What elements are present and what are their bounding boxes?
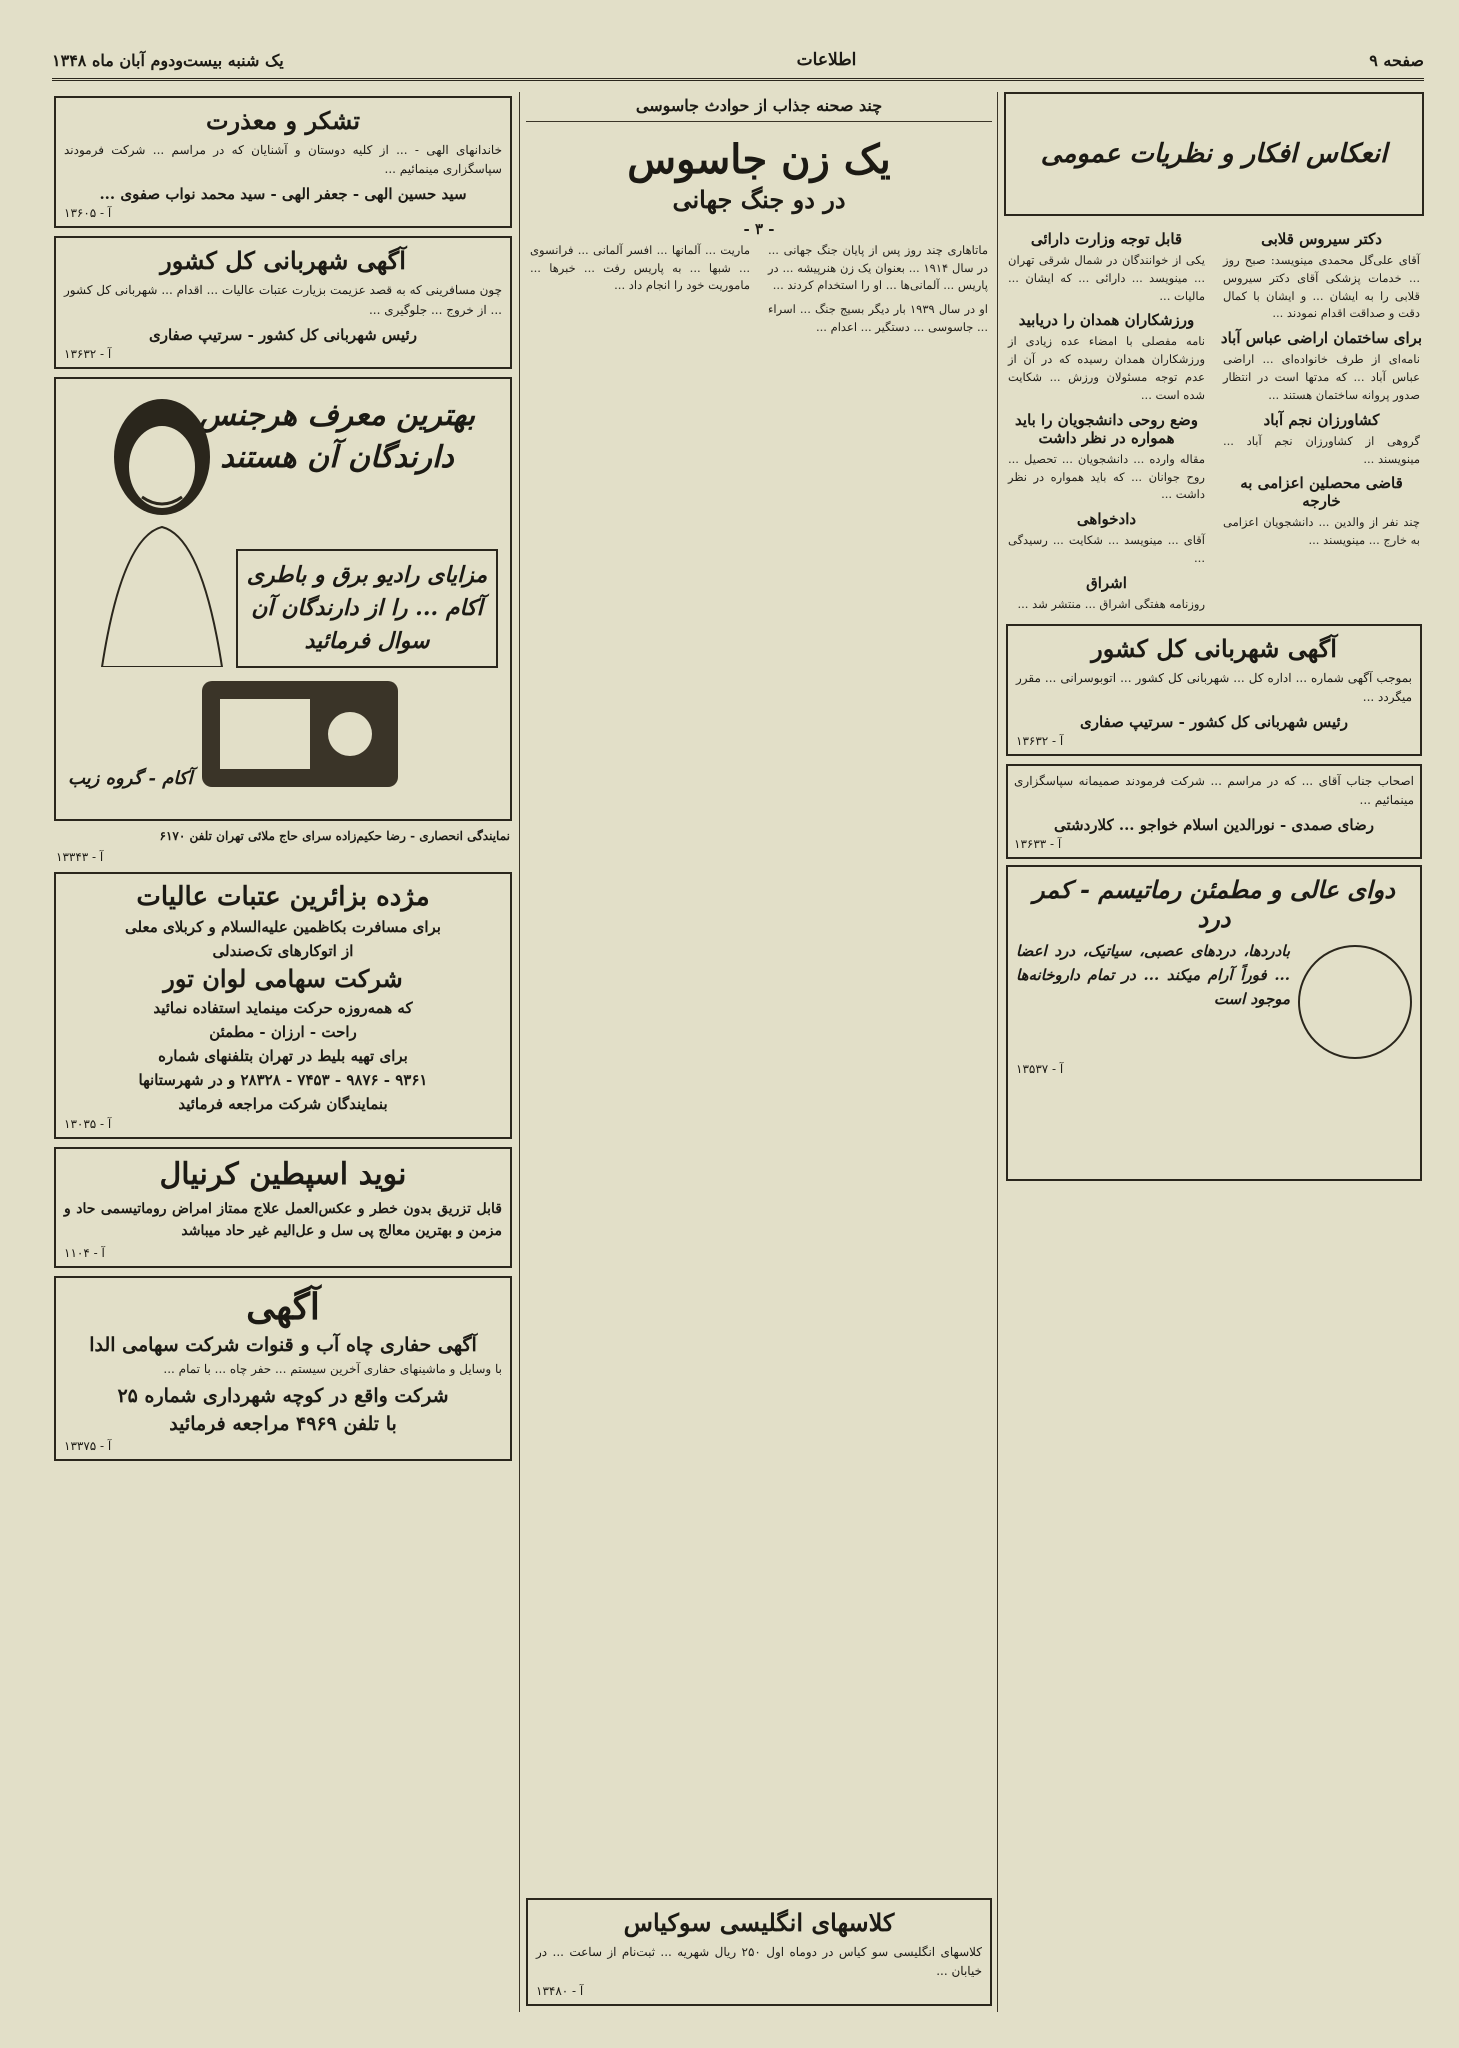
article-body: نامه‌ای از طرف خانواده‌ای ... اراضی عباس آباد ... که مدتها است در انتظار صدور پروانه ساختمان هستند ...	[1223, 352, 1420, 402]
column-rule	[519, 92, 520, 2012]
paper-name: اطلاعات	[796, 50, 857, 70]
spy-story-column-left	[526, 242, 754, 343]
rheumatism-ad-body: بادردها، دردهای عصبی، سیاتیک، درد اعضا ... فوراً آرام میکند ... در تمام داروخانه‌ها موجود است	[1016, 942, 1290, 1009]
letters-column-right	[1219, 224, 1424, 620]
ad-code: آ - ۱۳۳۷۵	[64, 1438, 112, 1453]
article-title: برای ساختمان اراضی عباس آباد	[1220, 329, 1423, 348]
middle-column	[526, 92, 992, 2012]
spy-story-subtitle: در دو جنگ جهانی	[672, 184, 846, 214]
ad-code: آ - ۱۳۶۳۳	[1014, 837, 1062, 852]
aspirin-ad-body: قابل تزریق بدون خطر و عکس‌العمل علاج ممتاز امراض روماتیسمی حاد و مزمن و بهترین معالج پی سل و عل‌الیم غیر حاد میباشد	[64, 1200, 502, 1240]
article-body: گروهی از کشاورزان نجم آباد ... مینویسند ...	[1223, 433, 1420, 466]
thanks-notice-body: اصحاب جناب آقای ... که در مراسم ... شرکت فرمودند صمیمانه سپاسگزاری مینمائیم ...	[1014, 773, 1414, 808]
ad-code: آ - ۱۳۶۰۵	[64, 206, 112, 221]
thanks-apology-box	[54, 96, 512, 228]
banner-title: انعکاس افکار و نظریات عمومی	[1040, 139, 1388, 169]
article-title: ورزشکاران همدان را دریابید	[1018, 311, 1195, 330]
police-notice-box	[54, 236, 512, 368]
article-title: دادخواهی	[1076, 510, 1137, 529]
police-notice-title: آگهی شهربانی کل کشور	[1091, 633, 1337, 663]
pilgrim-ad-line: از اتوکارهای تک‌صندلی	[212, 941, 354, 960]
radio-ad-brand: آکام - گروه زیب	[68, 767, 193, 789]
well-ad-phone: با تلفن ۴۹۶۹ مراجعه فرمائید	[169, 1412, 397, 1435]
ad-code: آ - ۱۳۶۳۲	[1016, 733, 1064, 748]
article-body: یکی از خوانندگان در شمال شرقی تهران ... مینویسد ... دارائی ... که ایشان ... مالیات ...	[1008, 253, 1205, 303]
article-title: اشراق	[1086, 573, 1127, 592]
article-body: آقای علی‌گل محمدی مینویسد: صبح روز ... خدمات پزشکی آقای دکتر سیروس قلابی را به ایشان ... و ایشان با کمال دقت و صداقت اقدام نمودند ...	[1223, 253, 1420, 321]
well-ad-title: آگهی	[246, 1285, 320, 1328]
well-ad-body: با وسایل و ماشینهای حفاری آخرین سیستم ... حفر چاه ... با تمام ...	[163, 1361, 502, 1376]
ad-code: آ - ۱۳۶۳۲	[64, 346, 112, 361]
rheumatism-ad	[1006, 865, 1422, 1181]
article-body: نامه مفصلی با امضاء عده زیادی از ورزشکاران همدان رسیده که در آن از عدم توجه مسئولان ورزش ... شکایت شده است ...	[1008, 334, 1205, 402]
spy-story-kicker: چند صحنه جذاب از حوادث جاسوسی	[526, 92, 992, 122]
woman-illustration-icon	[62, 387, 262, 667]
column-rule	[997, 92, 998, 2012]
aspirin-ad-title: نوید اسپطین کرنیال	[159, 1156, 407, 1192]
spy-story-part: - ۳ -	[743, 219, 775, 238]
well-drilling-ad	[54, 1276, 512, 1461]
pilgrim-ad-phones: ۹۳۶۱ - ۹۸۷۶ - ۷۴۵۳ - ۲۸۳۲۸ و در شهرستانها	[138, 1070, 428, 1089]
thanks-body: خاندانهای الهی - ... از کلیه دوستان و آشنایان که در مراسم ... شرکت فرمودند سپاسگزاری مینمائیم ...	[64, 143, 502, 177]
rheumatism-ad-title: دوای عالی و مطمئن رماتیسم - کمر درد	[1033, 875, 1395, 934]
article-title: کشاورزان نجم آباد	[1263, 410, 1380, 429]
pilgrim-ad	[54, 872, 512, 1139]
spy-story-title: یک زن جاسوس	[627, 135, 891, 183]
radio-ad	[54, 377, 512, 821]
article-body: ماتاهاری چند روز پس از پایان جنگ جهانی ... در سال ۱۹۱۴ ... بعنوان یک زن هنرپیشه ... در پاریس ... آلمانی‌ها ... او را استخدام کردند ...	[768, 242, 988, 293]
pilgrim-ad-company: شرکت سهامی لوان تور	[163, 963, 403, 993]
page-number: صفحه ۹	[1369, 50, 1424, 70]
english-ad-body: کلاسهای انگلیسی سو کیاس در دوماه اول ۲۵۰ ریال شهریه ... ثبت‌نام از ساعت ... در خیابان ...	[536, 1944, 983, 1978]
radio-ad-footer: نمایندگی انحصاری - رضا حکیم‌زاده سرای حاج ملائی تهران تلفن ۶۱۷۰	[159, 828, 510, 843]
ad-code: آ - ۱۳۴۸۰	[536, 1984, 584, 1998]
police-notice-title: آگهی شهربانی کل کشور	[160, 246, 406, 276]
left-column	[52, 92, 514, 2012]
police-notice-body: بموجب آگهی شماره ... اداره کل ... شهربانی کل کشور ... اتوبوسرانی ... مقرر میگردد ...	[1016, 670, 1412, 704]
article-body: او در سال ۱۹۳۹ بار دیگر بسیج جنگ ... اسراء ... جاسوسی ... دستگیر ... اعدام ...	[768, 302, 988, 335]
police-notice-box	[1006, 624, 1422, 756]
radio-ad-headline: بهترین معرف هرجنس دارندگان آن هستند	[198, 397, 476, 475]
english-ad-title: کلاسهای انگلیسی سوکیاس	[623, 1907, 895, 1937]
public-opinion-banner	[1004, 92, 1424, 216]
article-body: چند نفر از والدین ... دانشجویان اعزامی به خارج ... مینویسند ...	[1223, 515, 1420, 548]
masthead	[52, 42, 1424, 81]
english-class-ad	[526, 1898, 992, 2006]
radio-ad-middle: مزایای رادیو برق و باطری آکام ... را از دارندگان آن سوال فرمائید	[236, 549, 498, 668]
well-ad-subtitle: آگهی حفاری چاه آب و قنوات شرکت سهامی الدا	[89, 1333, 477, 1356]
newspaper-page	[52, 42, 1424, 2012]
letters-section	[1004, 224, 1424, 620]
letters-column-left	[1004, 224, 1209, 620]
article-body: روزنامه هفتگی اشراق ... منتشر شد ...	[1017, 596, 1205, 611]
article-body: ماریت ... آلمانها ... افسر آلمانی ... فرانسوی ... شبها ... به پاریس رفت ... خبرها ... ماموریت خود را انجام داد ...	[530, 242, 750, 293]
spy-story-body	[526, 242, 992, 343]
well-ad-address: شرکت واقع در کوچه شهرداری شماره ۲۵	[117, 1384, 449, 1407]
article-title: وضع روحی دانشجویان را باید همواره در نظر داشت	[1015, 410, 1198, 447]
right-column	[1004, 92, 1424, 2012]
article-body: مقاله وارده ... دانشجویان ... تحصیل ... روح جوانان ... که باید همواره در نظر داشت ...	[1008, 451, 1205, 502]
pilgrim-ad-line: برای مسافرت بکاظمین علیه‌السلام و کربلای معلی	[125, 917, 441, 936]
pilgrim-ad-title: مژده بزائرین عتبات عالیات	[136, 881, 430, 912]
police-notice-signature: رئیس شهربانی کل کشور - سرتیپ صفاری	[1080, 712, 1348, 731]
police-notice-signature: رئیس شهربانی کل کشور - سرتیپ صفاری	[149, 325, 417, 344]
article-body: آقای ... مینویسد ... شکایت ... رسیدگی ...	[1008, 533, 1205, 565]
article-title: دکتر سیروس قلابی	[1261, 230, 1382, 248]
aspirin-ad	[54, 1147, 512, 1268]
ad-code: آ - ۱۳۰۳۵	[64, 1116, 112, 1131]
thanks-notice-signature: رضای صمدی - نورالدین اسلام خواجو ... کلاردشتی	[1054, 816, 1374, 835]
ad-code: آ - ۱۳۳۴۳	[56, 849, 104, 864]
thanks-notice-box	[1006, 764, 1422, 859]
thanks-title: تشکر و معذرت	[205, 106, 361, 135]
ad-code: آ - ۱۳۵۳۷	[1016, 1062, 1064, 1077]
issue-date: یک شنبه بیست‌ودوم آبان ماه ۱۳۴۸	[52, 50, 284, 70]
article-title: قابل توجه وزارت دارائی	[1030, 230, 1183, 248]
medicine-seal-icon	[1298, 945, 1412, 1059]
ad-code: آ - ۱۱۰۴	[64, 1245, 105, 1260]
pilgrim-ad-line: راحت - ارزان - مطمئن	[209, 1022, 357, 1041]
spy-story-column-right	[764, 242, 992, 343]
police-notice-body: چون مسافرینی که به قصد عزیمت بزیارت عتبات عالیات ... اقدام ... شهربانی کل کشور ... از خروج ... جلوگیری ...	[64, 283, 502, 317]
pilgrim-ad-line: بنمایندگان شرکت مراجعه فرمائید	[178, 1094, 388, 1113]
pilgrim-ad-line: که همه‌روزه حرکت مینماید استفاده نمائید	[153, 998, 413, 1017]
pilgrim-ad-line: برای تهیه بلیط در تهران بتلفنهای شماره	[158, 1046, 408, 1065]
radio-icon	[200, 679, 400, 789]
article-title: قاضی محصلین اعزامی به خارجه	[1240, 474, 1403, 511]
thanks-signature: سید حسین الهی - جعفر الهی - سید محمد نواب صفوی ...	[99, 185, 467, 204]
